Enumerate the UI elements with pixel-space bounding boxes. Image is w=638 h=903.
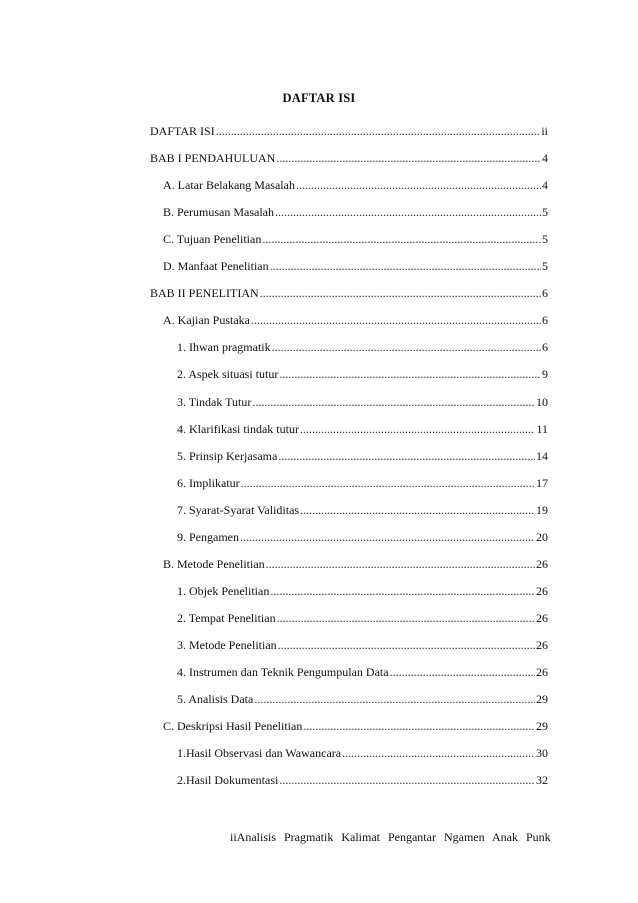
toc-dot-leader	[277, 611, 535, 625]
toc-dot-leader	[251, 313, 541, 327]
toc-entry[interactable]	[177, 395, 548, 409]
toc-dot-leader	[300, 422, 535, 436]
toc-entry[interactable]	[150, 286, 548, 300]
toc-entry[interactable]	[163, 232, 548, 246]
toc-entry-label: A. Kajian Pustaka	[163, 313, 250, 327]
toc-dot-leader	[275, 205, 541, 219]
toc-entry-page-number: 6	[542, 313, 548, 327]
toc-entry-page-number: 5	[542, 232, 548, 246]
toc-entry-label: BAB I PENDAHULUAN	[150, 151, 276, 165]
toc-entry-label: 6. Implikatur	[177, 476, 240, 490]
toc-entry-label: C. Deskripsi Hasil Penelitian	[163, 719, 303, 733]
toc-entry[interactable]	[150, 124, 548, 138]
toc-entry-page-number: 20	[536, 530, 548, 544]
toc-entry-label: 7. Syarat-Syarat Validitas	[177, 503, 300, 517]
toc-entry[interactable]	[177, 449, 548, 463]
toc-entry[interactable]	[177, 692, 548, 706]
toc-dot-leader	[342, 746, 535, 760]
toc-entry-page-number: 10	[536, 395, 548, 409]
page-footer	[230, 830, 555, 845]
toc-entry[interactable]	[177, 665, 548, 679]
toc-entry-label: 1. Ihwan pragmatik	[177, 340, 271, 354]
toc-entry-page-number: 14	[536, 449, 548, 463]
toc-dot-leader	[279, 773, 535, 787]
page-title: DAFTAR ISI	[282, 91, 356, 105]
toc-entry-label: B. Perumusan Masalah	[163, 205, 274, 219]
toc-dot-leader	[278, 638, 535, 652]
toc-entry[interactable]	[177, 611, 548, 625]
toc-entry[interactable]	[177, 638, 548, 652]
toc-entry-label: Hasil Dokumentasi	[186, 773, 279, 787]
toc-dot-leader	[252, 395, 535, 409]
toc-entry-page-number: 30	[536, 746, 548, 760]
toc-entry-page-number: 26	[536, 638, 548, 652]
toc-entry[interactable]	[177, 746, 548, 760]
toc-dot-leader	[303, 719, 535, 733]
toc-entry-page-number: 5	[542, 259, 548, 273]
toc-dot-leader	[241, 476, 535, 490]
toc-entry-page-number: 9	[542, 367, 548, 381]
toc-entry-label: 5. Prinsip Kerjasama	[177, 449, 278, 463]
toc-entry-page-number: 19	[536, 503, 548, 517]
toc-entry-page-number: 26	[536, 665, 548, 679]
toc-dot-leader	[262, 232, 541, 246]
toc-dot-leader	[270, 584, 535, 598]
toc-entry[interactable]	[163, 719, 548, 733]
toc-entry-page-number: 26	[536, 557, 548, 571]
toc-entry[interactable]	[177, 530, 548, 544]
toc-entry[interactable]	[177, 422, 548, 436]
toc-dot-leader	[278, 449, 535, 463]
toc-entry-label: B. Metode Penelitian	[163, 557, 265, 571]
toc-entry-page-number: 32	[536, 773, 548, 787]
toc-entry-page-number: 4	[542, 151, 548, 165]
toc-entry-label: Hasil Observasi dan Wawancara	[186, 746, 342, 760]
toc-entry-page-number: 6	[542, 286, 548, 300]
toc-entry-label: D. Manfaat Penelitian	[163, 259, 269, 273]
toc-dot-leader	[279, 367, 541, 381]
toc-entry-page-number: 26	[536, 611, 548, 625]
toc-dot-leader	[390, 665, 535, 679]
toc-entry-page-number: 5	[542, 205, 548, 219]
footer-page-marker: ii	[230, 830, 237, 844]
toc-entry-label: BAB II PENELITIAN	[150, 286, 259, 300]
toc-entry[interactable]	[177, 340, 548, 354]
toc-entry[interactable]	[177, 367, 548, 381]
toc-dot-leader	[266, 557, 535, 571]
toc-entry-page-number: 4	[542, 178, 548, 192]
toc-entry-label: 4. Instrumen dan Teknik Pengumpulan Data	[177, 665, 389, 679]
toc-entry-page-number: 26	[536, 584, 548, 598]
toc-entry-page-number: 6	[542, 340, 548, 354]
toc-entry[interactable]	[177, 503, 548, 517]
toc-entry[interactable]	[163, 205, 548, 219]
toc-entry-label: C. Tujuan Penelitian	[163, 232, 262, 246]
toc-dot-leader	[216, 124, 541, 138]
toc-dot-leader	[300, 503, 535, 517]
toc-dot-leader	[270, 259, 541, 273]
toc-dot-leader	[240, 530, 535, 544]
toc-entry-label: 1. Objek Penelitian	[177, 584, 270, 598]
toc-entry-label: 2. Aspek situasi tutur	[177, 367, 279, 381]
toc-entry-page-number: 29	[536, 692, 548, 706]
toc-entry-label: 9. Pengamen	[177, 530, 239, 544]
toc-entry[interactable]	[163, 313, 548, 327]
toc-entry[interactable]	[150, 151, 548, 165]
toc-dot-leader	[260, 286, 541, 300]
toc-entry[interactable]	[177, 476, 548, 490]
toc-dot-leader	[272, 340, 541, 354]
toc-entry-label: DAFTAR ISI	[150, 124, 215, 138]
toc-entry-label: A. Latar Belakang Masalah	[163, 178, 295, 192]
toc-entry-label: 3. Tindak Tutur	[177, 395, 252, 409]
toc-dot-leader	[254, 692, 535, 706]
toc-entry[interactable]	[163, 557, 548, 571]
toc-entry-label: 4. Klarifikasi tindak tutur	[177, 422, 299, 436]
toc-dot-leader	[276, 151, 541, 165]
toc-entry-label: 5. Analisis Data	[177, 692, 254, 706]
toc-entry-page-number: 11	[536, 422, 548, 436]
toc-entry-page-number: 29	[536, 719, 548, 733]
toc-entry-label: 2. Tempat Penelitian	[177, 611, 276, 625]
toc-entry-label: 3. Metode Penelitian	[177, 638, 277, 652]
toc-entry[interactable]	[163, 259, 548, 273]
toc-entry-number: 2.	[177, 773, 186, 787]
toc-entry-number: 1.	[177, 746, 186, 760]
toc-dot-leader	[296, 178, 541, 192]
toc-entry-page-number: 17	[536, 476, 548, 490]
toc-entry[interactable]	[177, 773, 548, 787]
toc-entry[interactable]	[177, 584, 548, 598]
toc-entry[interactable]	[163, 178, 548, 192]
footer-running-title: Analisis Pragmatik Kalimat Pengantar Ngamen Anak Punk	[236, 830, 551, 844]
toc-entry-page-number: ii	[541, 124, 548, 138]
